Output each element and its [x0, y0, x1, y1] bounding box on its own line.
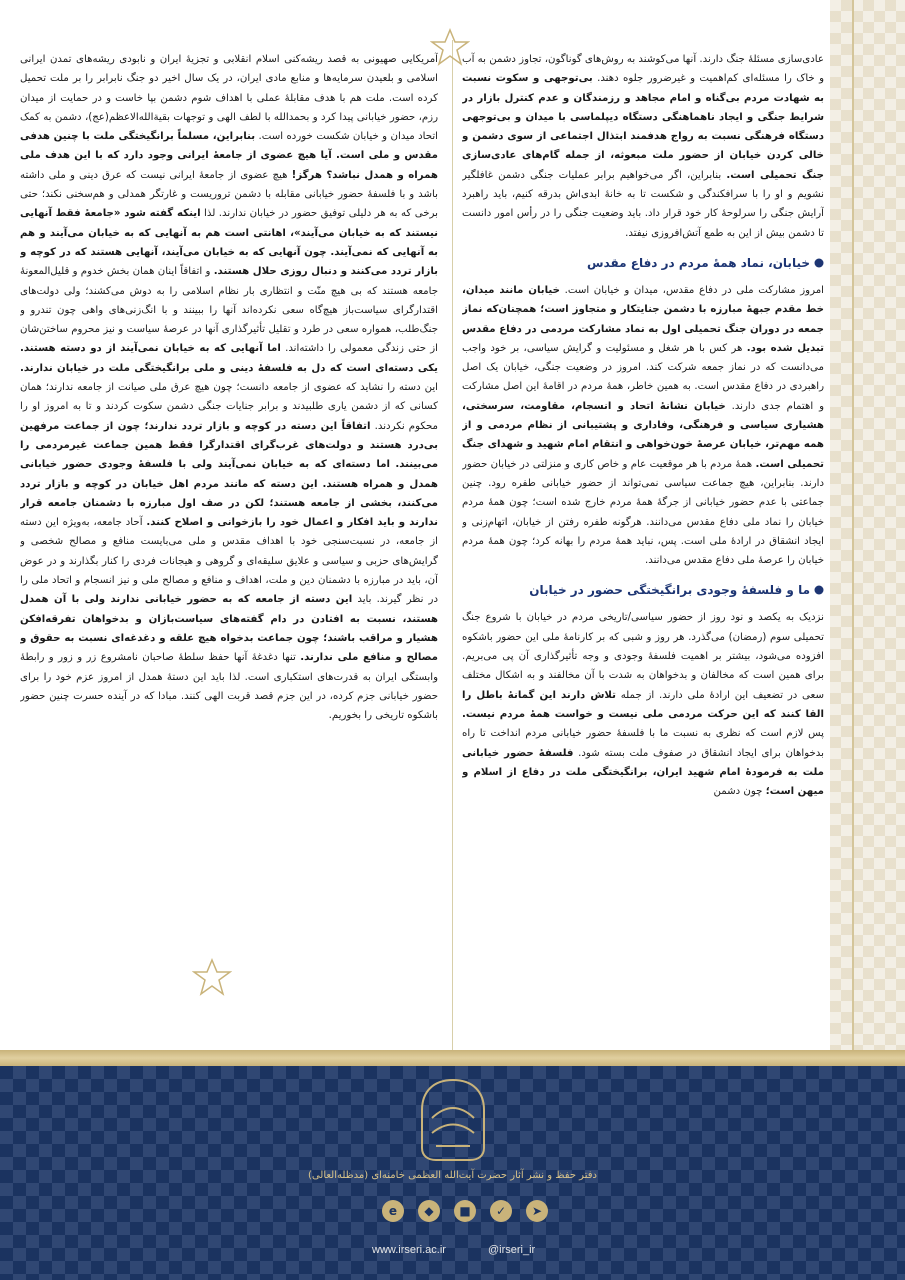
- heading-text: خیابان، نماد همهٔ مردم در دفاع مقدس: [587, 255, 810, 270]
- bold-text: خیابان نشانهٔ اتحاد و انسجام، مقاومت، سرسختی، هشیاری سیاسی و فرهنگی، وفاداری و پشتیبانی از نظام مردمی و از همه مهم‌تر، خیابان عرصهٔ خون‌خواهی و انتقام امام شهید و شهدای جنگ تحمیلی است.: [462, 400, 824, 470]
- text: چون دشمن: [713, 786, 763, 798]
- heading-text: ما و فلسفهٔ وجودی برانگیختگی حضور در خیابان: [529, 583, 810, 598]
- paragraph: [20, 50, 438, 725]
- text: پس لازم است که نظری به نسبت ما با فلسفهٔ حضور خیابانی مردم انداخت تا راه بدخواهان برای ایجاد انشقاق در صفوف ملت بسته شود.: [462, 728, 824, 759]
- bold-text: این دسته از جامعه که به حضور خیابانی ندارند ولی با آن همدل هستند، نسبت به افتادن در دام گفته‌های سیاست‌بازان و بدخواهان تفرقه‌افکن هشیار و مراقب باشند؛ چون جماعت بدخواه هیچ علقه و دغدغه‌ای نسبت به حقوق و مصالح و منافع ملی ندارند.: [20, 594, 438, 664]
- text: و اتفاقاً اینان همان بخش خدوم و قلیل‌المعونهٔ جامعه هستند که بی هیچ منّت و انتظاری بار نظام اسلامی را به دوش می‌کشند؛ ولی دولت‌های اقتدارگرای سیاست‌باز هیچ‌گاه سعی نکرده‌اند آنها را ببینند و با انگ‌زنی‌های واهی چون تندرو و جنگ‌طلب، همواره سعی در طرد و تقلیل تأثیرگذاری آنها در عرصهٔ سیاست و نیز محروم ساختن‌شان از حتی زندگی معمولی را داشته‌اند.: [20, 266, 438, 355]
- bold-text: اما آنهایی که به خیابان نمی‌آیند از دو دسته هستند. یکی دسته‌ای است که دل به فلسفهٔ دینی و ملی برانگیختگی ملت در خیابان ندارند.: [20, 343, 438, 374]
- flower-bullet-icon: [814, 585, 824, 595]
- social-icons: [382, 1200, 548, 1222]
- institute-logo-icon: [418, 1078, 488, 1162]
- paragraph: [462, 608, 824, 801]
- eitaa-icon[interactable]: e: [382, 1200, 404, 1222]
- text: هر کس با هر شغل و مسئولیت و گرایش سیاسی، بر خود واجب می‌دانست که در نماز جمعه شرکت کند. امروز در وضعیت جنگی، خیابان یک اصل راهبردی در دفاع مقدس است. به همین خاطر، همهٔ مردم در اقامهٔ این اصل مشارکت و اهتمام جدی دارند.: [462, 342, 824, 412]
- bold-text: بنابراین، مسلماً برانگیختگی ملت با چنین هدفی مقدس و ملی است. آیا هیچ عضوی از جامعهٔ ایرانی وجود دارد که با این هدف ملی همراه و همدل نباشد؟ هرگز!: [20, 131, 438, 181]
- decorative-side-pattern: [830, 0, 905, 1050]
- star-ornament-bottom: [192, 958, 232, 998]
- text: تنها دغدغهٔ آنها حفظ سلطهٔ صاحبان نامشروع زر و زور و رابطهٔ وابستگی ایران به قدرت‌های استکباری است. لذا باید این دستهٔ همدل از امروز عزم خود را برای حضور خیابانی جزم کرده، در این جزم قصد قربت الهی کنند. مبادا که در آینده حسرت چنین حضور باشکوه تاریخی را بخوریم.: [20, 652, 438, 722]
- text: همهٔ مردم با هر موقعیت عام و خاص کاری و منزلتی در خیابان حضور دارند. بنابراین، هیچ جماعت سیاسی نمی‌تواند از حضور خیابانی طفره رود. چنین جماعتی با عدم حضور خیابانی از جرگهٔ همهٔ مردم خارج شده است؛ چون همهٔ مردم خیابان را نماد ملی دفاع مقدس می‌دانند. هرگونه طفره رفتن از خیابان، اتهام‌زنی و ایجاد انشقاق در ارادهٔ ملی است. پس، نباید همهٔ مردم را بهانه کرد؛ چون همهٔ مردم خیابان را عرصهٔ ملی دفاع مقدس می‌دانند.: [462, 458, 824, 567]
- logo-caption: دفتر حفظ و نشر آثار حضرت آیت‌الله العظمی خامنه‌ای (مدظله‌العالی): [308, 1170, 597, 1181]
- left-column: [20, 50, 438, 950]
- text: بنابراین، اگر می‌خواهیم برابر عملیات جنگی دشمن غافلگیر نشویم و او را با سرافکندگی و شکست تا به خانهٔ ابدی‌اش بدرقه کنیم، باید راهبرد آرایش جنگی را سرلوحهٔ کار خود قرار داد. باید وضعیت جنگی را در رأس امور دانست تا دشمن بیش از این به طمع آتش‌افروزی نیفتد.: [462, 169, 824, 239]
- paragraph: [462, 281, 824, 570]
- bale-icon[interactable]: ■: [454, 1200, 476, 1222]
- bold-text: بی‌توجهی و سکوت نسبت به شهادت مردم بی‌گناه و امام مجاهد و رزمندگان و عدم کنترل بازار در شرایط جنگی و ایجاد ناهماهنگی دستگاه دیپلماسی با میدان و بی‌توجهی دستگاه فرهنگی نسبت به رواج هدفمند ابتذال اجتماعی از سوی دشمن و خالی کردن خیابان از حضور ملت مبعوثه، از جمله گام‌های عادی‌سازی جنگ تحمیلی است.: [462, 73, 824, 181]
- website-link[interactable]: www.irseri.ac.ir: [372, 1244, 446, 1256]
- text: عادی‌سازی مسئلهٔ جنگ دارند. آنها می‌کوشند به روش‌های گوناگون، تجاوز دشمن به آب و خاک را مسئله‌ای کم‌اهمیت و غیرضرور جلوه دهند.: [462, 54, 824, 85]
- flower-bullet-icon: [814, 258, 824, 268]
- section-heading: [462, 253, 824, 273]
- bold-text: تلاش دارند این گمانهٔ باطل را القا کنند که این حرکت مردمی ملی نیست و خواست همهٔ مردم نیست.: [462, 689, 824, 720]
- right-column: [462, 50, 824, 1045]
- telegram-icon[interactable]: ➤: [526, 1200, 548, 1222]
- bold-text: خیابان مانند میدان، خط مقدم جبههٔ مبارزه با دشمن جنایتکار و متجاوز است؛ همچنان‌که نماز جمعه در دوران جنگ تحمیلی اول به نماد مشارکت مردمی در دفاع مقدس تبدیل شده بود.: [462, 284, 824, 354]
- rubika-icon[interactable]: ◆: [418, 1200, 440, 1222]
- text: آحاد جامعه، به‌ویژه این دسته از جامعه، در نسبت‌سنجی خود با اهداف مقدس و ملی می‌بایست منافع و مصالح شخصی و گرایش‌های حزبی و سیاسی و علایق سلیقه‌ای و گروهی و هیجانات فردی را کنار بگذارند و در عوض آن، باید در مبارزه با دشمنان دین و ملت، اهداف و منافع و مصالح ملی و نیز انسجام و اتحاد ملی را در نظر گیرند. باید: [20, 517, 438, 606]
- text: این دسته را نشاید که عضوی از جامعه دانست؛ چون هیچ عرق ملی صیانت از جامعه ندارند؛ همان کسانی که از دشمن یاری طلبیدند و برابر جنایات جنگی دشمن سکوت کردند و تا به امروز او را محکوم نکردند.: [20, 382, 438, 432]
- text: آمریکایی صهیونی به قصد ریشه‌کنی اسلام انقلابی و تجزیهٔ ایران و نابودی ریشه‌های تمدن ایرانی اسلامی و بلعیدن سرمایه‌ها و منابع مادی ایران، در یک سال اخیر دو جنگ نابرابر را بر ملت تحمیل کرده است. ملت هم با هدف مقابلهٔ عملی با اهداف شوم دشمن بپا خاست و در حمایت از میدان رزم، حضور خیابانی پیدا کرد و بحمدالله با لطف الهی و توجهات بقیةالله‌الاعظم(عج)، دشمن به کمک اتحاد میدان و خیابان شکست خورده است.: [20, 54, 438, 143]
- gold-strip: [0, 1050, 905, 1066]
- bold-text: فلسفهٔ حضور خیابانی ملت به فرمودهٔ امام شهید ایران، برانگیختگی ملت در دفاع از اسلام و میهن است؛: [462, 747, 824, 798]
- text: نزدیک به یکصد و نود روز از حضور سیاسی/تاریخی مردم در خیابان با شروع جنگ تحمیلی سوم (رمضان) می‌گذرد. هر روز و شبی که بر کارنامهٔ ملی این حضور باشکوه افزوده می‌شود، بیشتر بر اهمیت فلسفهٔ وجودی و وجه تأثیرگذاری آن پی می‌بریم. برای همین است که مخالفان و بدخواهان به شدت با آن مخالفند و به اشکال مختلف سعی در تضعیف این ارادهٔ ملی دارند. از جمله: [462, 612, 824, 701]
- social-handle[interactable]: @irseri_ir: [488, 1244, 536, 1256]
- text: هیچ عضوی از جامعهٔ ایرانی نیست که عرق دینی و ملی داشته باشد و با فلسفهٔ حضور خیابانی مقابله با دشمن تروریست و غارتگر همدلی و هم‌سخنی نکند؛ حتی برخی که به هر دلیلی توفیق حضور در خیابان ندارند. لذا: [20, 169, 438, 220]
- bold-text: اتفاقاً این دسته در کوچه و بازار تردد ندارند؛ چون از جماعت مرفهین بی‌درد هستند و دولت‌های غرب‌گرای اقتدارگرا فقط همین جماعت غیرمردمی را می‌بینند.: [20, 420, 438, 471]
- soroush-icon[interactable]: ✓: [490, 1200, 512, 1222]
- bold-text: اما دسته‌ای که به خیابان نمی‌آیند ولی با فلسفهٔ وجودی حضور خیابانی همدل و همراه هستند. این دسته که مانند مردم اهل خیابان در کوچه و بازار تردد می‌کنند، بخشی از جامعه هستند؛ لکن در صف اول مبارزه با دشمنان جامعه قرار ندارند و باید افکار و اعمال خود را بازخوانی و اصلاح کنند.: [20, 459, 438, 529]
- column-divider: [452, 40, 453, 1050]
- text: امروز مشارکت ملی در دفاع مقدس، میدان و خیابان است.: [564, 284, 824, 296]
- section-heading: [462, 580, 824, 600]
- bold-text: اینکه گفته شود «جامعهٔ فقط آنهایی نیستند که به خیابان می‌آیند»، اهانتی است هم به آنهایی که به خیابان می‌آیند و هم به آنهایی که نمی‌آیند. چون آنهایی که به خیابان می‌آیند، آنهایی هستند که در کوچه و بازار تردد می‌کنند و دنبال روزی حلال هستند.: [20, 208, 438, 278]
- paragraph: [462, 50, 824, 243]
